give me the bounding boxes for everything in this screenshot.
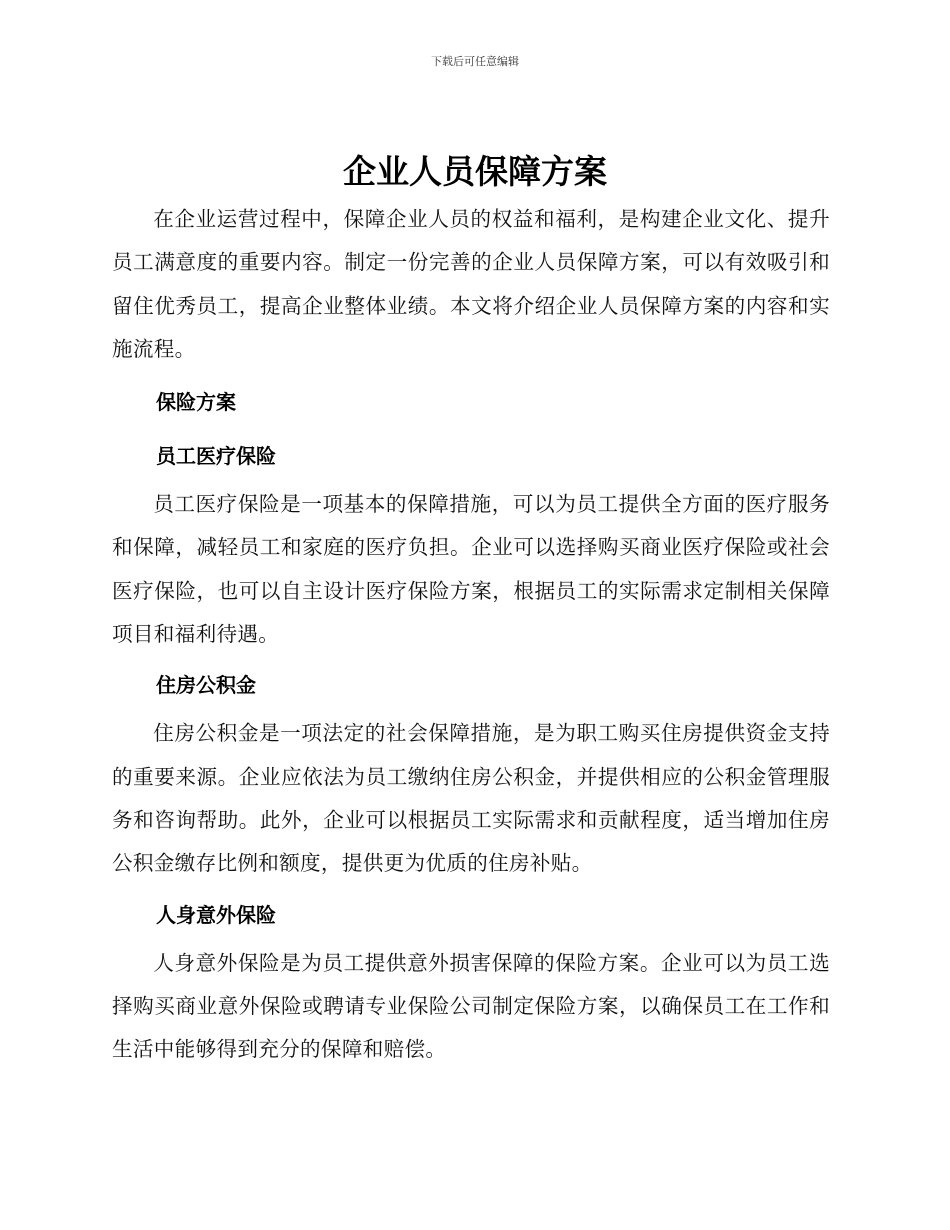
medical-paragraph: 员工医疗保险是一项基本的保障措施，可以为员工提供全方面的医疗服务和保障，减轻员工和家庭的医疗负担。企业可以选择购买商业医疗保险或社会医疗保险，也可以自主设计医疗保险方案，根据员工的实际需求定制相关保障项目和福利待遇。 [112, 492, 830, 647]
housing-fund-paragraph: 住房公积金是一项法定的社会保障措施，是为职工购买住房提供资金支持的重要来源。企业应依法为员工缴纳住房公积金，并提供相应的公积金管理服务和咨询帮助。此外，企业可以根据员工实际需求和贡献程度，适当增加住房公积金缴存比例和额度，提供更为优质的住房补贴。 [112, 721, 830, 876]
subsection-heading-medical: 员工医疗保险 [156, 444, 276, 469]
intro-paragraph: 在企业运营过程中，保障企业人员的权益和福利，是构建企业文化、提升员工满意度的重要内容。制定一份完善的企业人员保障方案，可以有效吸引和留住优秀员工，提高企业整体业绩。本文将介绍企业人员保障方案的内容和实施流程。 [112, 207, 830, 361]
accident-paragraph: 人身意外保险是为员工提供意外损害保障的保险方案。企业可以为员工选择购买商业意外保险或聘请专业保险公司制定保险方案，以确保员工在工作和生活中能够得到充分的保障和赔偿。 [112, 950, 830, 1062]
document-title: 企业人员保障方案 [343, 152, 607, 191]
subsection-heading-accident: 人身意外保险 [156, 902, 276, 927]
header-note: 下载后可任意编辑 [431, 55, 519, 68]
subsection-heading-housing-fund: 住房公积金 [156, 673, 256, 698]
document-body [112, 198, 830, 1071]
section-heading-insurance-plan: 保险方案 [156, 390, 236, 415]
